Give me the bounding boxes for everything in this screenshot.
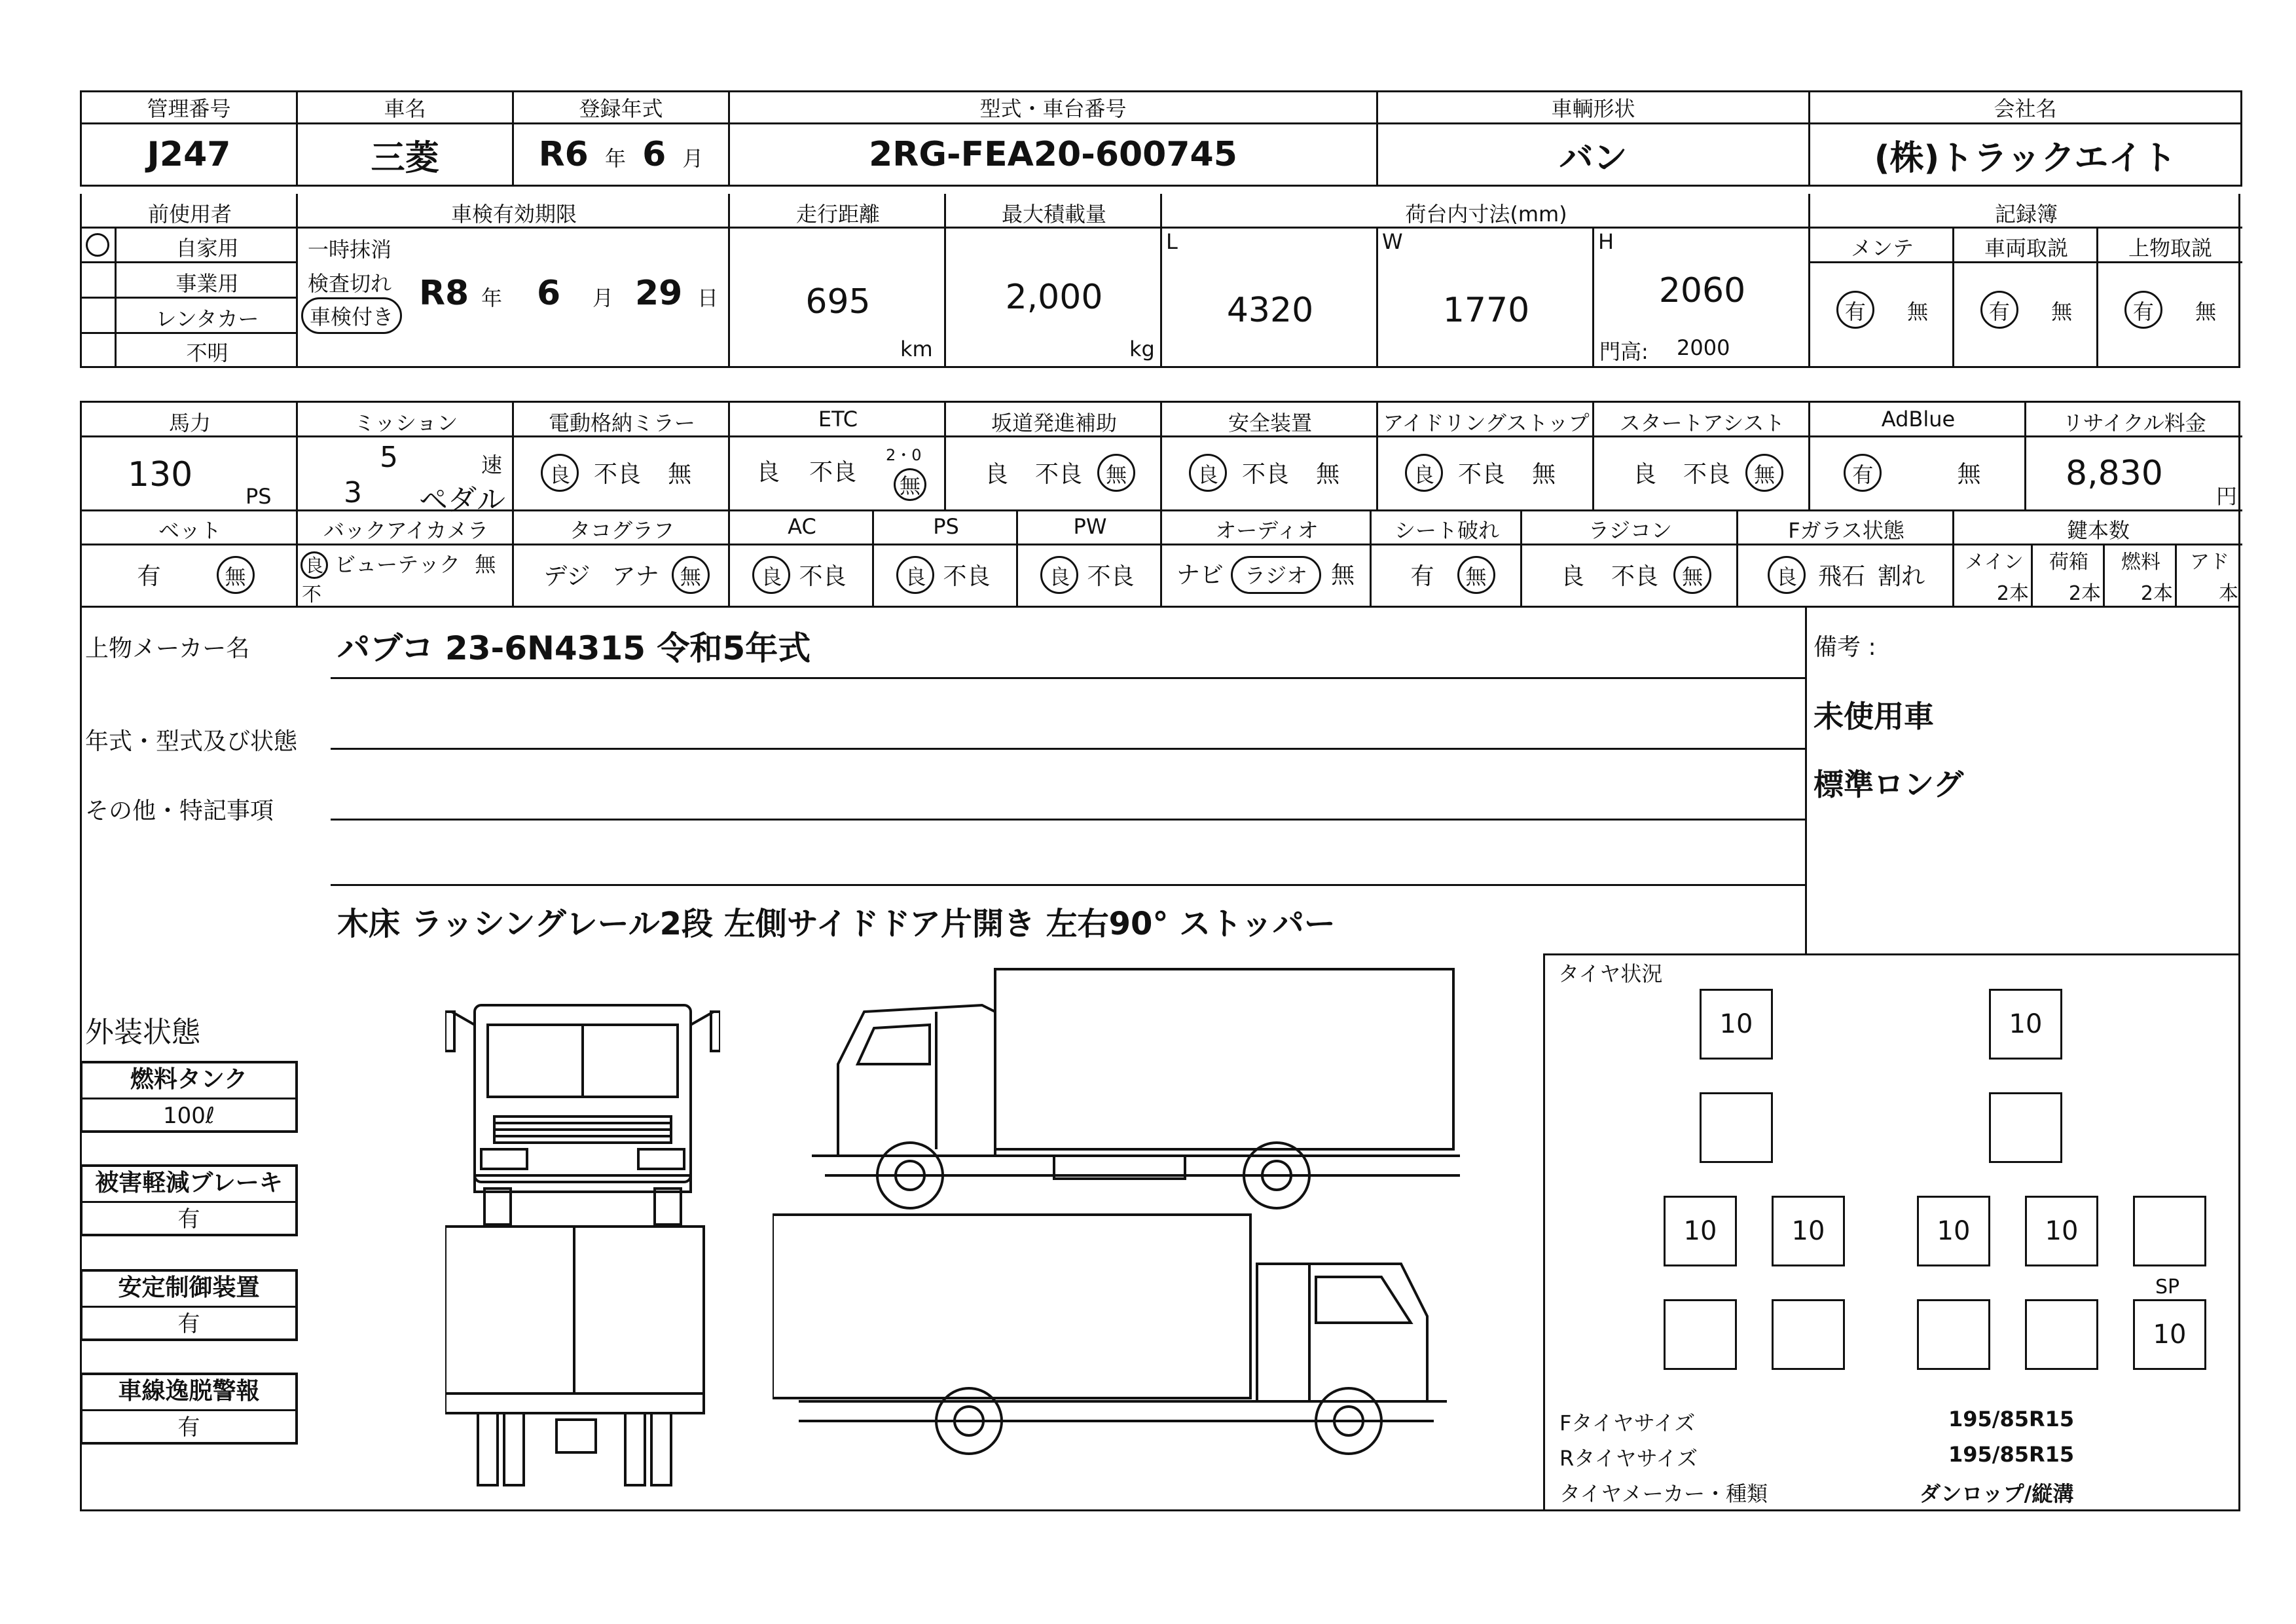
user-fumei: 不明 bbox=[186, 341, 228, 365]
mission-speed: 5 bbox=[380, 441, 398, 474]
tire-rear-3: 10 bbox=[1917, 1196, 1990, 1266]
adblue-ari: 有 bbox=[1844, 454, 1882, 492]
hill-nashi: 無 bbox=[1097, 454, 1135, 492]
tire-front-left-2 bbox=[1700, 1092, 1773, 1163]
h-keys: 鍵本数 bbox=[2066, 518, 2130, 543]
h-bed: ベット bbox=[158, 518, 221, 543]
tire-spare: 10 bbox=[2133, 1299, 2206, 1370]
fuel-tank-value: 100ℓ bbox=[163, 1103, 215, 1129]
user-rentacar: レンタカー bbox=[155, 306, 259, 331]
h-audio: オーディオ bbox=[1215, 518, 1319, 543]
nidai-header: 荷台内寸法(mm) bbox=[1405, 202, 1567, 227]
lane-warning-value: 有 bbox=[177, 1414, 200, 1441]
kiroku-uwamono-header: 上物取説 bbox=[2128, 236, 2212, 261]
kanri-value: J247 bbox=[81, 124, 297, 186]
equipment-value: 木床 ラッシングレール2段 左側サイドドア片開き 左右90° ストッパー bbox=[337, 906, 1336, 942]
tire-rear-8 bbox=[2025, 1299, 2098, 1370]
shaken-opt-ichiji: 一時抹消 bbox=[308, 237, 392, 262]
recycle-value: 8,830 bbox=[2066, 454, 2163, 493]
keijo-value: バン bbox=[1377, 124, 1810, 186]
kanri-header: 管理番号 bbox=[81, 92, 297, 124]
h-radicon: ラジコン bbox=[1588, 518, 1672, 543]
lane-warning-box bbox=[80, 1373, 298, 1445]
month: 6 bbox=[642, 135, 666, 174]
backcam-ryo: 良 bbox=[301, 551, 328, 579]
door-height: 2000 bbox=[1677, 335, 1730, 360]
shaken-era: R8 bbox=[419, 274, 469, 313]
kiroku-mente-yes: 有 bbox=[1836, 291, 1874, 329]
biko-line-2: 標準ロング bbox=[1813, 767, 1964, 802]
nenshiki-header: 登録年式 bbox=[513, 92, 729, 124]
ac-ryo: 良 bbox=[752, 556, 790, 594]
shaken-header: 車検有効期限 bbox=[450, 202, 577, 227]
r-size-value: 195/85R15 bbox=[1948, 1442, 2075, 1467]
pw-ryo: 良 bbox=[1040, 556, 1078, 594]
f-size-value: 195/85R15 bbox=[1948, 1407, 2075, 1431]
maker-value: パブコ 23-6N4315 令和5年式 bbox=[337, 629, 811, 667]
selected-circle-mark bbox=[86, 233, 109, 257]
mileage-value: 695 bbox=[805, 282, 871, 322]
equipment-block: 馬力 ミッション 電動格納ミラー ETC 坂道発進補助 安全装置 アイドリングストップ スタートアシスト AdBlue リサイクル料金 130 PS 5 速 3 ペダル 良 不良 無 良 不良 2・0 無 良 不良 無 良 不良 無 良 不良 無 良 不良 無 有 無 8,830 円 ベット バックアイカメラ タコグラフ AC PS PW オーディオ シート破れ ラジコン Fガラス状態 鍵本数 有 無 良 ビューテック 無 不 デジ アナ 無 良 不良 良 不良 良 不良 ナビ ラジオ 無 有 無 良 不良 無 良 飛石 割れ メイン 2本 荷箱 2本 燃料 2本 アド 本 bbox=[80, 401, 2240, 608]
nenshiki-value: R6 年 6 月 bbox=[513, 124, 729, 186]
spare-label: SP bbox=[2155, 1276, 2180, 1299]
biko-line-1: 未使用車 bbox=[1813, 699, 1934, 734]
truck-left-side-view bbox=[812, 966, 1460, 1221]
h-bariki: 馬力 bbox=[168, 411, 211, 435]
h-idling: アイドリングストップ bbox=[1383, 411, 1590, 435]
kiroku-header: 記録簿 bbox=[1994, 202, 2058, 227]
mission-pedal: 3 bbox=[344, 476, 362, 509]
sekisai-header: 最大積載量 bbox=[1001, 202, 1106, 227]
h-etc: ETC bbox=[818, 407, 858, 432]
h-start: スタートアシスト bbox=[1619, 411, 1785, 435]
tire-rear-5 bbox=[1664, 1299, 1737, 1370]
tire-rear-1: 10 bbox=[1664, 1196, 1737, 1266]
key-fuel-count: 2本 bbox=[2140, 582, 2173, 605]
radicon-nashi: 無 bbox=[1673, 556, 1711, 594]
maker-label: 上物メーカー名 bbox=[85, 635, 250, 662]
key-main-count: 2本 bbox=[1996, 582, 2029, 605]
h-mission: ミッション bbox=[354, 411, 458, 435]
tire-rear-7 bbox=[1917, 1299, 1990, 1370]
kaisha-value: (株)トラックエイト bbox=[1810, 124, 2242, 186]
stability-box bbox=[80, 1269, 298, 1341]
other-label: その他・特記事項 bbox=[85, 798, 274, 824]
key-cargo-count: 2本 bbox=[2068, 582, 2101, 605]
h-tacho: タコグラフ bbox=[569, 518, 674, 543]
shamei-header: 車名 bbox=[297, 92, 513, 124]
tire-front-left: 10 bbox=[1700, 989, 1773, 1060]
backcam-brand: ビューテック bbox=[335, 552, 461, 577]
bed-nashi: 無 bbox=[217, 556, 255, 594]
user-jikayo: 自家用 bbox=[175, 236, 239, 261]
tire-maker-value: ダンロップ/縦溝 bbox=[1920, 1481, 2074, 1506]
header-table bbox=[80, 90, 2242, 187]
h-ps: PS bbox=[933, 514, 959, 539]
tire-rear-6 bbox=[1772, 1299, 1845, 1370]
h-mirror: 電動格納ミラー bbox=[548, 411, 695, 435]
fuel-tank-label: 燃料タンク bbox=[82, 1063, 295, 1099]
nenshiki-label: 年式・型式及び状態 bbox=[85, 728, 298, 755]
tire-rear-2: 10 bbox=[1772, 1196, 1845, 1266]
ps-ryo: 良 bbox=[896, 556, 934, 594]
h-seat: シート破れ bbox=[1394, 518, 1499, 543]
h-hill: 坂道発進補助 bbox=[991, 411, 1117, 435]
h-pw: PW bbox=[1073, 514, 1107, 539]
row2: 前使用者 車検有効期限 走行距離 最大積載量 荷台内寸法(mm) 記録簿 自家用 事業用 レンタカー 不明 一時抹消 検査切れ 車検付き R8 年 6 月 29 日 695 km 2,000 kg L 4320 W 1770 H 2060 門高: 2000 メンテ 車両取説 上物取説 有 無 有 無 有 無 bbox=[80, 194, 2240, 368]
safety-ryo: 良 bbox=[1189, 454, 1227, 492]
shamei-value: 三菱 bbox=[297, 124, 513, 186]
truck-rear-view bbox=[445, 1223, 707, 1492]
hp-value: 130 bbox=[128, 455, 193, 494]
h-fglass: Fガラス状態 bbox=[1788, 518, 1904, 543]
key-cargo-label: 荷箱 bbox=[2049, 551, 2088, 574]
h-safety: 安全装置 bbox=[1228, 411, 1312, 435]
collision-brake-label: 被害軽減ブレーキ bbox=[82, 1167, 295, 1203]
fglass-ryo: 良 bbox=[1768, 556, 1806, 594]
r-size-label: Rタイヤサイズ bbox=[1559, 1446, 1698, 1471]
audio-radio: ラジオ bbox=[1231, 556, 1321, 594]
shaken-day: 29 bbox=[635, 274, 683, 313]
collision-brake-value: 有 bbox=[177, 1206, 200, 1232]
seat-nashi: 無 bbox=[1457, 556, 1495, 594]
kiroku-uwamono-yes: 有 bbox=[2124, 291, 2162, 329]
shaken-opt-tsuki: 車検付き bbox=[301, 297, 402, 334]
key-ad-count: 本 bbox=[2219, 582, 2238, 605]
soko-header: 走行距離 bbox=[795, 202, 880, 227]
zenshiyo-header: 前使用者 bbox=[147, 202, 232, 227]
exterior-title: 外装状態 bbox=[85, 1016, 200, 1049]
katashiki-value: 2RG-FEA20-600745 bbox=[729, 124, 1377, 186]
h-recycle: リサイクル料金 bbox=[2062, 411, 2206, 435]
f-size-label: Fタイヤサイズ bbox=[1559, 1411, 1696, 1435]
tire-extra bbox=[2133, 1196, 2206, 1266]
cargo-height: 2060 bbox=[1658, 271, 1746, 310]
tire-rear-4: 10 bbox=[2025, 1196, 2098, 1266]
key-main-label: メイン bbox=[1965, 551, 2024, 574]
etc-nashi: 無 bbox=[894, 468, 926, 501]
keijo-header: 車輌形状 bbox=[1377, 92, 1810, 124]
collision-brake-box bbox=[80, 1164, 298, 1236]
katashiki-header: 型式・車台番号 bbox=[729, 92, 1377, 124]
cargo-width: 1770 bbox=[1442, 291, 1530, 330]
key-ad-label: アド bbox=[2190, 551, 2229, 574]
start-nashi: 無 bbox=[1745, 454, 1783, 492]
kaisha-header: 会社名 bbox=[1810, 92, 2242, 124]
idling-ryo: 良 bbox=[1405, 454, 1443, 492]
h-backcam: バックアイカメラ bbox=[323, 518, 489, 543]
kiroku-sharyo-yes: 有 bbox=[1980, 291, 2018, 329]
biko-label: 備考 : bbox=[1813, 634, 1876, 661]
user-jigyoyo: 事業用 bbox=[175, 271, 239, 296]
lane-warning-label: 車線逸脱警報 bbox=[82, 1375, 295, 1411]
h-adblue: AdBlue bbox=[1881, 407, 1956, 432]
tire-front-right: 10 bbox=[1989, 989, 2062, 1060]
load-value: 2,000 bbox=[1005, 278, 1103, 317]
h-ac: AC bbox=[788, 514, 816, 539]
stability-label: 安定制御装置 bbox=[82, 1272, 295, 1308]
key-fuel-label: 燃料 bbox=[2121, 551, 2160, 574]
shaken-opt-kirere: 検査切れ bbox=[308, 271, 392, 296]
shaken-month: 6 bbox=[537, 274, 561, 313]
era: R6 bbox=[538, 135, 589, 174]
kiroku-mente-header: メンテ bbox=[1850, 236, 1914, 261]
cargo-length: 4320 bbox=[1226, 291, 1314, 330]
truck-front-view bbox=[445, 986, 720, 1228]
truck-right-side-view bbox=[773, 1211, 1453, 1473]
tire-front-right-2 bbox=[1989, 1092, 2062, 1163]
fuel-tank-box bbox=[80, 1061, 298, 1133]
kiroku-sharyo-header: 車両取説 bbox=[1984, 236, 2068, 261]
tacho-nashi: 無 bbox=[672, 556, 710, 594]
mirror-ryo: 良 bbox=[541, 454, 579, 492]
tire-title: タイヤ状況 bbox=[1558, 961, 1663, 986]
tire-maker-label: タイヤメーカー・種類 bbox=[1559, 1481, 1768, 1506]
stability-value: 有 bbox=[177, 1311, 200, 1337]
